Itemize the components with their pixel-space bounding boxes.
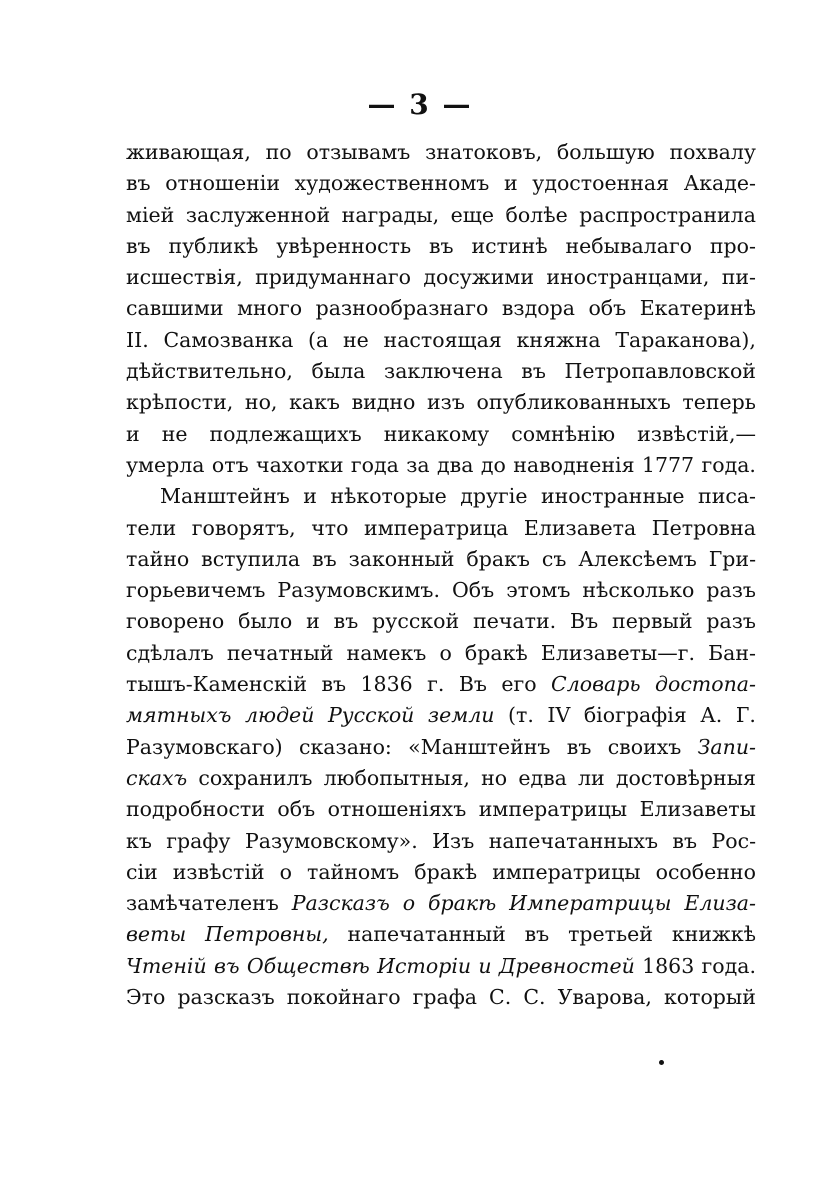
text-line — [126, 732, 756, 763]
word: отношеніи — [165, 171, 280, 196]
word: Рос- — [711, 828, 756, 853]
word: Запи- — [697, 734, 756, 759]
text-line — [126, 325, 756, 356]
word: не — [161, 421, 188, 446]
word: до — [480, 452, 506, 477]
word: Императрицы — [509, 891, 672, 916]
word: книжкѣ — [671, 922, 756, 947]
word: достопа- — [654, 672, 756, 697]
text-line — [126, 794, 756, 825]
word: извѣстій,— — [637, 421, 756, 446]
word: разсказъ — [177, 985, 275, 1010]
text-line — [126, 419, 756, 450]
text-line — [126, 669, 756, 700]
word: и — [478, 953, 492, 978]
text-line — [126, 700, 756, 731]
word: скахъ — [126, 765, 188, 790]
word: тели — [126, 515, 177, 540]
text-line — [126, 888, 756, 919]
text-line — [126, 293, 756, 324]
text-line — [126, 262, 756, 293]
word: и — [303, 484, 317, 509]
word: никакому — [383, 421, 490, 446]
text-line — [126, 826, 756, 857]
word: Манштейнъ — [160, 484, 290, 509]
word: не — [343, 327, 369, 352]
word: живающая, — [126, 140, 251, 164]
word: по — [265, 140, 292, 164]
word: Бан- — [708, 640, 756, 665]
word: графа — [412, 985, 477, 1010]
word: небывалаго — [565, 233, 693, 258]
word: опубликованныхъ — [476, 390, 671, 415]
word: и — [306, 609, 320, 634]
word: другіе — [460, 484, 528, 509]
word: много — [237, 296, 303, 321]
word: придуманнаго — [255, 265, 411, 290]
word: о — [439, 640, 452, 665]
word: Разумовскому». — [244, 828, 418, 853]
word: увѣренность — [276, 233, 412, 258]
word: IV — [547, 703, 571, 728]
word: объ — [588, 296, 627, 321]
word: похвалу — [669, 140, 756, 164]
word: сомнѣнію — [511, 421, 616, 446]
word: о — [279, 859, 292, 884]
word: ли — [578, 765, 605, 790]
word: земли — [427, 703, 495, 728]
word: Г. — [735, 703, 756, 728]
footer-mark — [659, 1060, 664, 1065]
word: Уварова, — [557, 985, 652, 1010]
word: умерла — [126, 452, 205, 477]
word: за — [406, 452, 430, 477]
text-line — [126, 231, 756, 262]
word: разнообразнаго — [315, 296, 489, 321]
word: и — [126, 421, 140, 446]
word: о — [402, 891, 416, 916]
word: графу — [166, 828, 231, 853]
word: тайномъ — [306, 859, 400, 884]
word: Екатеринѣ — [639, 296, 756, 321]
word: третьей — [568, 922, 653, 947]
word: года. — [701, 953, 756, 978]
word: въ — [312, 546, 337, 571]
word: заслуженной — [185, 202, 331, 227]
word: намекъ — [346, 640, 427, 665]
word: заключена — [384, 359, 503, 384]
text-line — [126, 982, 756, 1013]
word: нѣкоторые — [330, 484, 447, 509]
word: Исторіи — [377, 953, 472, 978]
word: достовѣрныя — [615, 765, 756, 790]
word: Обществѣ — [246, 953, 370, 978]
word: напечатанныхъ — [488, 828, 658, 853]
word: мятныхъ — [126, 703, 232, 728]
word: 1836 — [360, 672, 413, 697]
word: императрица — [364, 515, 509, 540]
word: Петропавловской — [564, 359, 756, 384]
word: Словарь — [551, 672, 641, 697]
word: награды, — [341, 202, 440, 227]
word: Петровны, — [205, 922, 329, 947]
word: Гри- — [708, 546, 756, 571]
word: въ — [213, 953, 240, 978]
word: А. — [700, 703, 723, 728]
word: нѣсколько — [582, 578, 695, 603]
word: исшествія, — [126, 265, 243, 290]
word: (т. — [508, 703, 534, 728]
word: Чтеній — [126, 953, 207, 978]
word: особенно — [655, 859, 756, 884]
word: пи- — [721, 265, 756, 290]
word: дѣйствительно, — [126, 359, 293, 384]
word: въ — [333, 609, 359, 634]
word: міей — [126, 202, 175, 227]
word: тайно — [126, 546, 190, 571]
word: извѣстій — [172, 859, 265, 884]
word: иностранные — [540, 484, 685, 509]
text-line — [126, 168, 756, 199]
word: настоящая — [383, 327, 502, 352]
word: была — [311, 359, 366, 384]
word: было — [238, 609, 293, 634]
word: къ — [126, 828, 152, 853]
word: про- — [709, 233, 756, 258]
word: еще — [450, 202, 494, 227]
text-line — [126, 387, 756, 418]
word: Изъ — [432, 828, 475, 853]
word: но, — [244, 390, 278, 415]
word: вступила — [201, 546, 301, 571]
word: досужими — [423, 265, 534, 290]
word: веты — [126, 922, 187, 947]
word: и — [503, 171, 518, 196]
word: Тараканова), — [615, 327, 756, 352]
word: который — [663, 985, 756, 1010]
word: сіи — [126, 859, 158, 884]
word: что — [311, 515, 349, 540]
word: года. — [701, 452, 756, 477]
word: отношеніяхъ — [327, 797, 467, 822]
word: Елизавета — [523, 515, 637, 540]
word: 1863 — [642, 953, 695, 978]
word: Петровна — [651, 515, 756, 540]
word: бракъ — [466, 546, 530, 571]
body-text — [126, 137, 756, 1013]
word: Въ — [570, 609, 599, 634]
word: тышъ-Каменскій — [126, 672, 308, 697]
word: теперь — [682, 390, 756, 415]
word: въ — [566, 734, 592, 759]
word: публикѣ — [168, 233, 259, 258]
word: замѣчателенъ — [126, 891, 279, 916]
word: въ — [672, 828, 698, 853]
word: печати. — [473, 609, 557, 634]
word: наводненія — [513, 452, 635, 477]
word: изъ — [427, 390, 465, 415]
text-line — [126, 763, 756, 794]
word: два — [437, 452, 474, 477]
word: болѣе — [505, 202, 568, 227]
word: горьевичемъ — [126, 578, 266, 603]
word: княжна — [516, 327, 601, 352]
word: знатоковъ, — [425, 140, 543, 164]
text-line — [126, 481, 756, 512]
word: Алексѣемъ — [578, 546, 697, 571]
word: Разсказъ — [291, 891, 390, 916]
word: Объ — [451, 578, 495, 603]
word: сдѣлалъ — [126, 640, 214, 665]
word: сказано: — [299, 734, 392, 759]
text-line — [126, 606, 756, 637]
word: Акаде- — [683, 171, 756, 196]
word: сохранилъ — [198, 765, 313, 790]
word: едва — [518, 765, 567, 790]
word: говорятъ, — [191, 515, 296, 540]
word: Въ — [458, 672, 487, 697]
word: бракѣ — [464, 640, 528, 665]
word: Елизаветы — [639, 797, 756, 822]
word: г. — [427, 672, 445, 697]
word: Разумовскаго) — [126, 734, 283, 759]
text-line — [126, 638, 756, 669]
word: распространила — [579, 202, 756, 227]
word: какъ — [289, 390, 340, 415]
text-line — [126, 575, 756, 606]
text-line — [126, 200, 756, 231]
word: подлежащихъ — [209, 421, 362, 446]
word: его — [501, 672, 537, 697]
text-line — [126, 544, 756, 575]
word: иностранцами, — [546, 265, 710, 290]
word: въ — [126, 171, 151, 196]
word: говорено — [126, 609, 225, 634]
word: писа- — [698, 484, 756, 509]
word: «Манштейнъ — [408, 734, 551, 759]
word: отзывамъ — [306, 140, 411, 164]
word: въ — [428, 233, 454, 258]
word: С. — [523, 985, 546, 1010]
word: бракѣ — [427, 891, 497, 916]
word: вздора — [501, 296, 575, 321]
word: покойнаго — [286, 985, 401, 1010]
page-number: — 3 — — [367, 88, 473, 121]
word: въ — [524, 922, 550, 947]
word: удостоенная — [532, 171, 670, 196]
word: (а — [308, 327, 329, 352]
word: савшими — [126, 296, 224, 321]
word: русской — [372, 609, 460, 634]
word: крѣпости, — [126, 390, 234, 415]
word: разъ — [706, 578, 756, 603]
word: большую — [556, 140, 655, 164]
word: любопытныя, — [323, 765, 470, 790]
text-line — [126, 450, 756, 481]
word: первый — [612, 609, 693, 634]
word: Разумовскимъ. — [277, 578, 440, 603]
word: въ — [521, 359, 546, 384]
text-line — [126, 137, 756, 168]
word: отъ — [211, 452, 249, 477]
word: людей — [244, 703, 315, 728]
word: императрицы — [492, 859, 641, 884]
word: своихъ — [607, 734, 682, 759]
text-line — [126, 919, 756, 950]
word: Самозванка — [163, 327, 294, 352]
text-line — [126, 951, 756, 982]
text-line — [126, 857, 756, 888]
word: законный — [348, 546, 455, 571]
word: Древностей — [498, 953, 635, 978]
word: напечатанный — [347, 922, 506, 947]
word: біографія — [583, 703, 687, 728]
word: Это — [126, 985, 166, 1010]
word: художественномъ — [294, 171, 490, 196]
word: подробности — [126, 797, 265, 822]
word: въ — [321, 672, 347, 697]
word: разъ — [706, 609, 756, 634]
text-line — [126, 356, 756, 387]
word: 1777 — [641, 452, 695, 477]
word: Елизаветы—г. — [540, 640, 695, 665]
word: года — [350, 452, 399, 477]
text-line — [126, 513, 756, 544]
word: видно — [351, 390, 416, 415]
word: съ — [541, 546, 567, 571]
word: этомъ — [506, 578, 571, 603]
word: Елиза- — [684, 891, 756, 916]
word: Русской — [327, 703, 415, 728]
word: печатный — [226, 640, 334, 665]
word: истинѣ — [471, 233, 548, 258]
word: чахотки — [256, 452, 344, 477]
word: С. — [489, 985, 512, 1010]
word: императрицы — [478, 797, 628, 822]
word: бракѣ — [414, 859, 478, 884]
word: объ — [277, 797, 316, 822]
word: но — [481, 765, 508, 790]
word: II. — [126, 327, 149, 352]
word: въ — [126, 233, 151, 258]
